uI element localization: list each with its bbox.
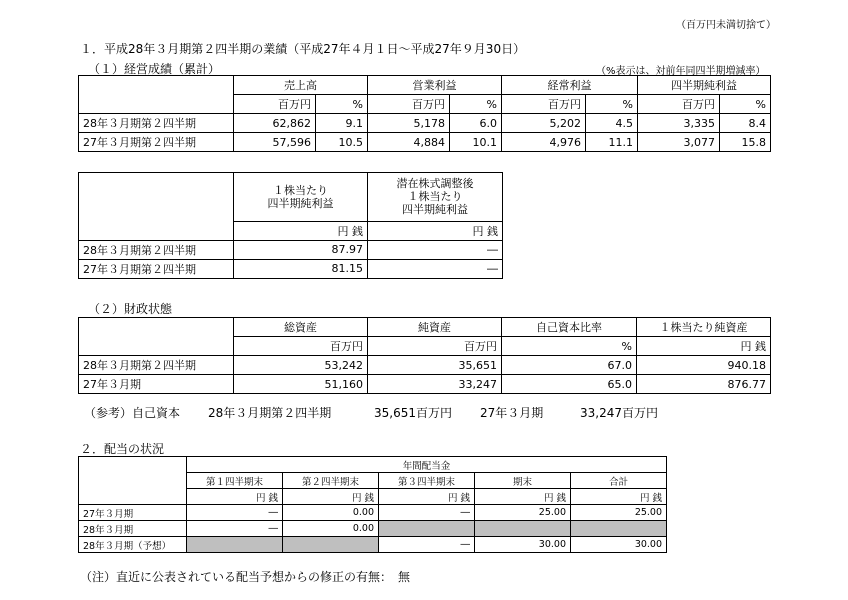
row-label: 27年３月期 xyxy=(79,505,187,521)
value-cell: 876.77 xyxy=(637,375,771,394)
dividend-table xyxy=(78,456,667,553)
section2-title: ２．配当の状況 xyxy=(80,442,165,456)
table-row xyxy=(79,356,771,375)
header-q1-end: 第１四半期末 xyxy=(187,473,283,489)
header-year-end: 期末 xyxy=(475,473,571,489)
value-cell: 15.8 xyxy=(720,133,771,152)
unit-cell: 円 銭 xyxy=(475,489,571,505)
corner-cell xyxy=(79,337,234,356)
unit-cell: % xyxy=(720,95,771,114)
unit-cell: 百万円 xyxy=(368,337,502,356)
table-row xyxy=(79,505,667,521)
value-cell: 10.1 xyxy=(450,133,502,152)
unit-cell: 円 銭 xyxy=(571,489,667,505)
shaded-cell xyxy=(571,521,667,537)
header-diluted-line1: 潜在株式調整後 xyxy=(396,177,474,191)
header-diluted-eps xyxy=(368,173,503,222)
value-cell: 5,202 xyxy=(502,114,586,133)
row-label: 28年３月期 xyxy=(79,521,187,537)
corner-cell xyxy=(79,473,187,489)
unit-cell: 百万円 xyxy=(234,95,316,114)
s2-title: （２）財政状態 xyxy=(88,302,173,316)
footnote: （注）直近に公表されている配当予想からの修正の有無： 無 xyxy=(80,570,411,584)
unit-cell: % xyxy=(502,337,637,356)
header-total-assets: 総資産 xyxy=(234,318,368,337)
value-cell: ― xyxy=(368,259,503,278)
value-cell: 65.0 xyxy=(502,375,637,394)
s1-title: （１）経営成績（累計） xyxy=(88,62,221,76)
value-cell: 87.97 xyxy=(234,240,368,259)
shaded-cell xyxy=(379,521,475,537)
value-cell: ― xyxy=(379,505,475,521)
shaded-cell xyxy=(283,537,379,553)
header-q3-end: 第３四半期末 xyxy=(379,473,475,489)
value-cell: 33,247 xyxy=(368,375,502,394)
shaded-cell xyxy=(187,537,283,553)
row-label: 28年３月期第２四半期 xyxy=(79,114,234,133)
value-cell: 10.5 xyxy=(316,133,368,152)
value-cell: 5,178 xyxy=(368,114,450,133)
corner-cell xyxy=(79,95,234,114)
ref-period-2: 27年３月期 xyxy=(480,406,544,420)
corner-cell xyxy=(79,173,234,222)
shaded-cell xyxy=(475,521,571,537)
value-cell: ― xyxy=(187,521,283,537)
unit-cell: % xyxy=(316,95,368,114)
unit-cell: 百万円 xyxy=(502,95,586,114)
value-cell: 0.00 xyxy=(283,505,379,521)
table-row xyxy=(79,114,771,133)
unit-cell: 百万円 xyxy=(368,95,450,114)
value-cell: 35,651 xyxy=(368,356,502,375)
corner-cell xyxy=(79,489,187,505)
value-cell: 0.00 xyxy=(283,521,379,537)
value-cell: 81.15 xyxy=(234,259,368,278)
unit-cell: % xyxy=(586,95,638,114)
unit-cell: 円 銭 xyxy=(637,337,771,356)
row-label: 27年３月期第２四半期 xyxy=(79,133,234,152)
value-cell: ― xyxy=(187,505,283,521)
value-cell: ― xyxy=(368,240,503,259)
value-cell: ― xyxy=(379,537,475,553)
value-cell: 25.00 xyxy=(571,505,667,521)
ref-value-1: 35,651百万円 xyxy=(374,406,452,420)
unit-note: （百万円未満切捨て） xyxy=(676,20,776,31)
corner-cell xyxy=(79,76,234,95)
unit-cell: 円 銭 xyxy=(368,221,503,240)
header-diluted-line2: １株当たり xyxy=(407,190,463,204)
value-cell: 8.4 xyxy=(720,114,771,133)
corner-cell xyxy=(79,457,187,473)
corner-cell xyxy=(79,221,234,240)
ref-period-1: 28年３月期第２四半期 xyxy=(208,406,332,420)
value-cell: 940.18 xyxy=(637,356,771,375)
unit-cell: 円 銭 xyxy=(379,489,475,505)
value-cell: 57,596 xyxy=(234,133,316,152)
value-cell: 53,242 xyxy=(234,356,368,375)
value-cell: 51,160 xyxy=(234,375,368,394)
value-cell: 3,077 xyxy=(638,133,720,152)
table-row xyxy=(79,133,771,152)
eps-table xyxy=(78,172,503,279)
unit-cell: 円 銭 xyxy=(234,221,368,240)
table-row xyxy=(79,375,771,394)
value-cell: 4,884 xyxy=(368,133,450,152)
unit-cell: 円 銭 xyxy=(187,489,283,505)
header-net-assets: 純資産 xyxy=(368,318,502,337)
unit-cell: 円 銭 xyxy=(283,489,379,505)
header-bps: １株当たり純資産 xyxy=(637,318,771,337)
value-cell: 67.0 xyxy=(502,356,637,375)
unit-cell: % xyxy=(450,95,502,114)
value-cell: 4.5 xyxy=(586,114,638,133)
header-diluted-line3: 四半期純利益 xyxy=(402,203,468,217)
header-net-income: 四半期純利益 xyxy=(638,76,771,95)
value-cell: 30.00 xyxy=(475,537,571,553)
header-q2-end: 第２四半期末 xyxy=(283,473,379,489)
row-label: 28年３月期（予想） xyxy=(79,537,187,553)
row-label: 28年３月期第２四半期 xyxy=(79,240,234,259)
header-equity-ratio: 自己資本比率 xyxy=(502,318,637,337)
header-eps-line2: 四半期純利益 xyxy=(267,196,334,210)
value-cell: 25.00 xyxy=(475,505,571,521)
value-cell: 62,862 xyxy=(234,114,316,133)
table-row xyxy=(79,259,503,278)
value-cell: 11.1 xyxy=(586,133,638,152)
s1-note: （%表示は、対前年同四半期増減率） xyxy=(596,66,766,77)
header-annual-dividend: 年間配当金 xyxy=(187,457,667,473)
row-label: 27年３月期 xyxy=(79,375,234,394)
value-cell: 4,976 xyxy=(502,133,586,152)
header-sales: 売上高 xyxy=(234,76,368,95)
value-cell: 9.1 xyxy=(316,114,368,133)
unit-cell: 百万円 xyxy=(234,337,368,356)
value-cell: 6.0 xyxy=(450,114,502,133)
table-row xyxy=(79,240,503,259)
row-label: 28年３月期第２四半期 xyxy=(79,356,234,375)
financial-position-table xyxy=(78,317,771,394)
unit-cell: 百万円 xyxy=(638,95,720,114)
corner-cell xyxy=(79,318,234,337)
ref-value-2: 33,247百万円 xyxy=(580,406,658,420)
header-ordinary-income: 経常利益 xyxy=(502,76,638,95)
value-cell: 3,335 xyxy=(638,114,720,133)
ref-label: （参考）自己資本 xyxy=(84,406,181,420)
value-cell: 30.00 xyxy=(571,537,667,553)
operating-results-table xyxy=(78,75,771,152)
header-eps xyxy=(234,173,368,222)
section1-title: １．平成28年３月期第２四半期の業績（平成27年４月１日～平成27年９月30日） xyxy=(80,42,526,56)
table-row xyxy=(79,537,667,553)
header-eps-line1: １株当たり xyxy=(273,183,328,197)
row-label: 27年３月期第２四半期 xyxy=(79,259,234,278)
table-row xyxy=(79,521,667,537)
header-total: 合計 xyxy=(571,473,667,489)
header-operating-income: 営業利益 xyxy=(368,76,502,95)
